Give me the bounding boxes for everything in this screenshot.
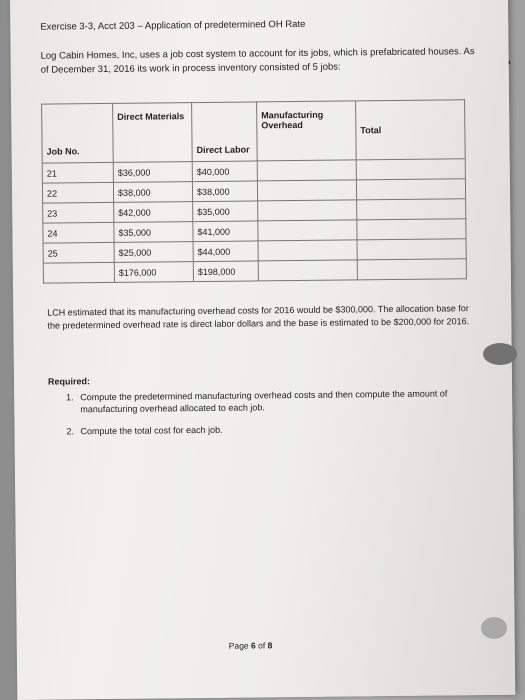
required-item-1: 1. Compute the predetermined manufacturing overhead costs and then compute the amount of manufacturing overhead allocated to each job.	[76, 387, 486, 415]
job-number-cell: 25	[43, 242, 114, 263]
table-header-row	[42, 100, 466, 163]
header-job-no: Job No.	[42, 103, 114, 163]
job-number-cell: 23	[43, 202, 114, 223]
job-number-cell: 24	[43, 222, 114, 243]
total-cell	[356, 179, 465, 200]
binder-hole-shadow	[483, 343, 517, 365]
header-direct-labor: Direct Labor	[192, 102, 258, 162]
direct-labor-cell: $38,000	[192, 181, 257, 202]
required-item-2: 2. Compute the total cost for each job.	[76, 421, 486, 437]
total-cell	[357, 199, 466, 220]
direct-labor-cell: $35,000	[193, 201, 258, 222]
overhead-cell	[258, 200, 357, 221]
direct-materials-cell: $38,000	[113, 182, 192, 203]
direct-labor-cell: $41,000	[193, 221, 258, 242]
required-heading: Required:	[47, 376, 91, 387]
job-number-cell: 21	[42, 162, 113, 183]
intro-paragraph: Log Cabin Homes, Inc, uses a job cost system to account for its jobs, which is prefabricated houses. As of December 31, 2016 its work in process inventory consisted of 5 jobs:	[40, 46, 475, 76]
page-prefix: Page	[228, 640, 252, 651]
total-direct-materials: $176,000	[114, 262, 193, 283]
header-manufacturing-overhead: Manufacturing Overhead	[257, 101, 357, 161]
total-cell	[356, 159, 465, 180]
direct-materials-cell: $42,000	[114, 202, 193, 223]
document-page	[10, 0, 515, 700]
totals-row	[43, 259, 466, 283]
total-cell	[357, 239, 466, 260]
grand-total	[357, 259, 466, 280]
total-direct-labor: $198,000	[193, 261, 258, 282]
exercise-title: Exercise 3-3, Acct 203 – Application of predetermined OH Rate	[40, 18, 306, 33]
direct-labor-cell: $44,000	[193, 241, 258, 262]
job-number-cell: 22	[42, 182, 113, 203]
page-total: 8	[267, 640, 273, 651]
header-direct-materials: Direct Materials	[113, 103, 193, 163]
overhead-cell	[257, 180, 356, 201]
overhead-estimate-paragraph: LCH estimated that its manufacturing overhead costs for 2016 would be $300,000. The allocation base for the predetermined overhead rate is direct labor dollars and the base is estimated to be $200,000 for 2016.	[47, 303, 470, 331]
page-number	[229, 640, 273, 650]
binder-hole-shadow	[481, 617, 507, 639]
total-cell	[357, 219, 466, 240]
job-cost-table	[41, 99, 467, 283]
total-overhead	[258, 260, 357, 281]
direct-materials-cell: $35,000	[114, 222, 193, 243]
direct-materials-cell: $36,000	[113, 162, 192, 183]
direct-materials-cell: $25,000	[114, 242, 193, 263]
direct-labor-cell: $40,000	[192, 161, 257, 182]
required-list	[56, 387, 487, 447]
overhead-cell	[258, 240, 357, 261]
page-middle: of	[255, 640, 268, 651]
overhead-cell	[257, 160, 356, 181]
header-total: Total	[356, 100, 466, 160]
overhead-cell	[258, 220, 357, 241]
page-current: 6	[250, 640, 256, 651]
totals-label-cell	[43, 262, 114, 283]
